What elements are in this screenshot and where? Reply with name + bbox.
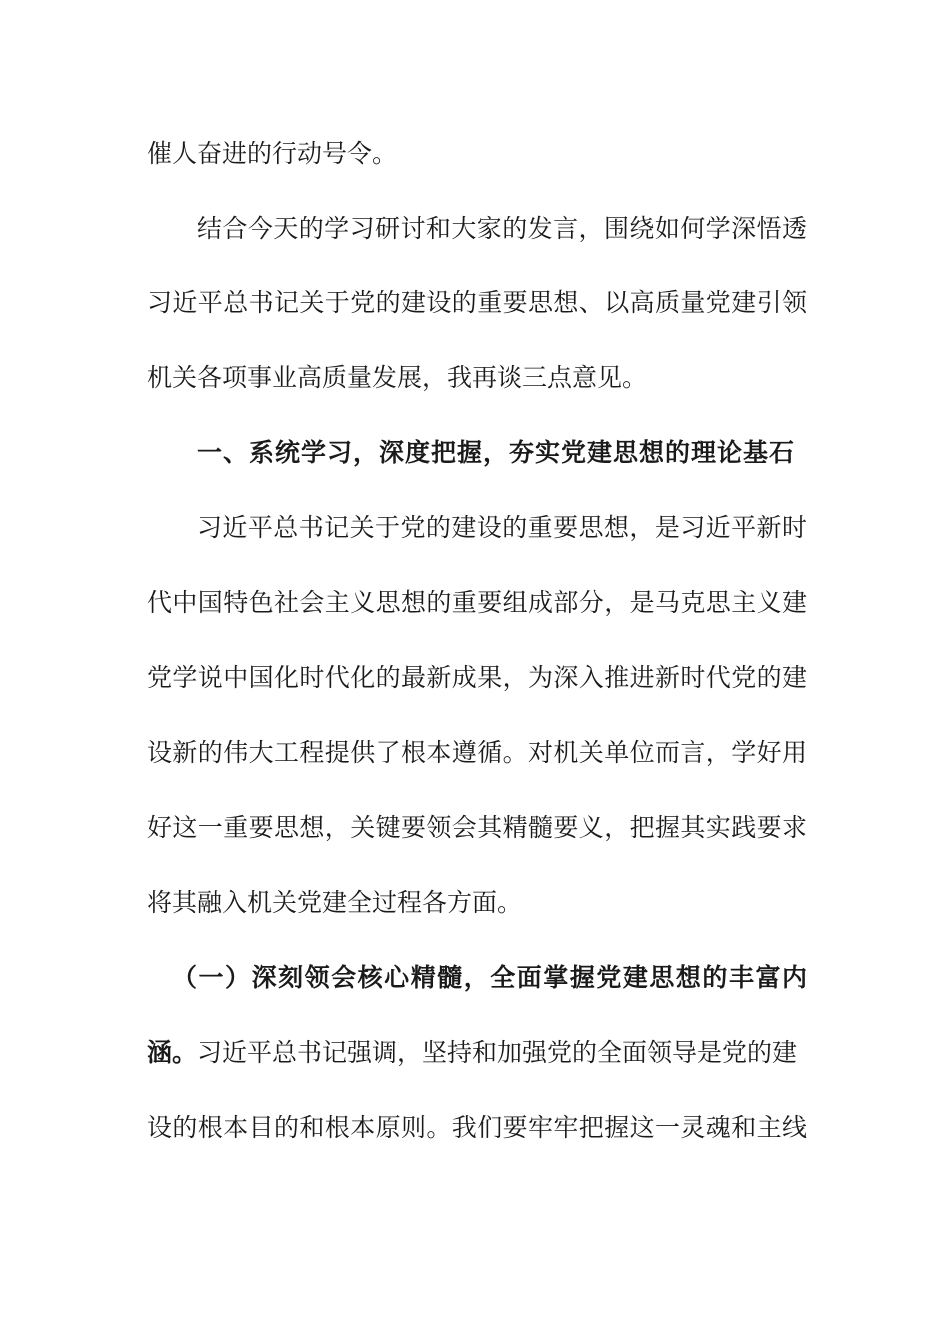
paragraph-line: 机关各项事业高质量发展，我再谈三点意见。 — [147, 363, 648, 392]
paragraph-line: 习近平总书记关于党的建设的重要思想、以高质量党建引领 — [147, 288, 807, 317]
paragraph-line: 好这一重要思想，关键要领会其精髓要义，把握其实践要求 — [147, 813, 807, 842]
paragraph-line: 催人奋进的行动号令。 — [147, 139, 398, 168]
paragraph-line — [147, 1033, 807, 1073]
paragraph-line: 结合今天的学习研讨和大家的发言，围绕如何学深悟透 — [197, 214, 807, 243]
paragraph-text: 习近平总书记强调，坚持和加强党的全面领导是党的建 — [197, 1038, 798, 1067]
paragraph-line: 设新的伟大工程提供了根本遵循。对机关单位而言，学好用 — [147, 738, 807, 767]
paragraph-line: 将其融入机关党建全过程各方面。 — [147, 888, 523, 917]
paragraph-line: 设的根本目的和根本原则。我们要牢牢把握这一灵魂和主线 — [147, 1113, 807, 1142]
paragraph-line: 习近平总书记关于党的建设的重要思想，是习近平新时 — [197, 513, 807, 542]
subsection-heading-end: 涵。 — [147, 1038, 198, 1067]
paragraph-line: 代中国特色社会主义思想的重要组成部分，是马克思主义建 — [147, 588, 807, 617]
section-heading: 一、系统学习，深度把握，夯实党建思想的理论基石 — [197, 438, 796, 467]
paragraph-line: 党学说中国化时代化的最新成果，为深入推进新时代党的建 — [147, 663, 807, 692]
subsection-heading: （一）深刻领会核心精髓，全面掌握党建思想的丰富内 — [172, 963, 807, 992]
